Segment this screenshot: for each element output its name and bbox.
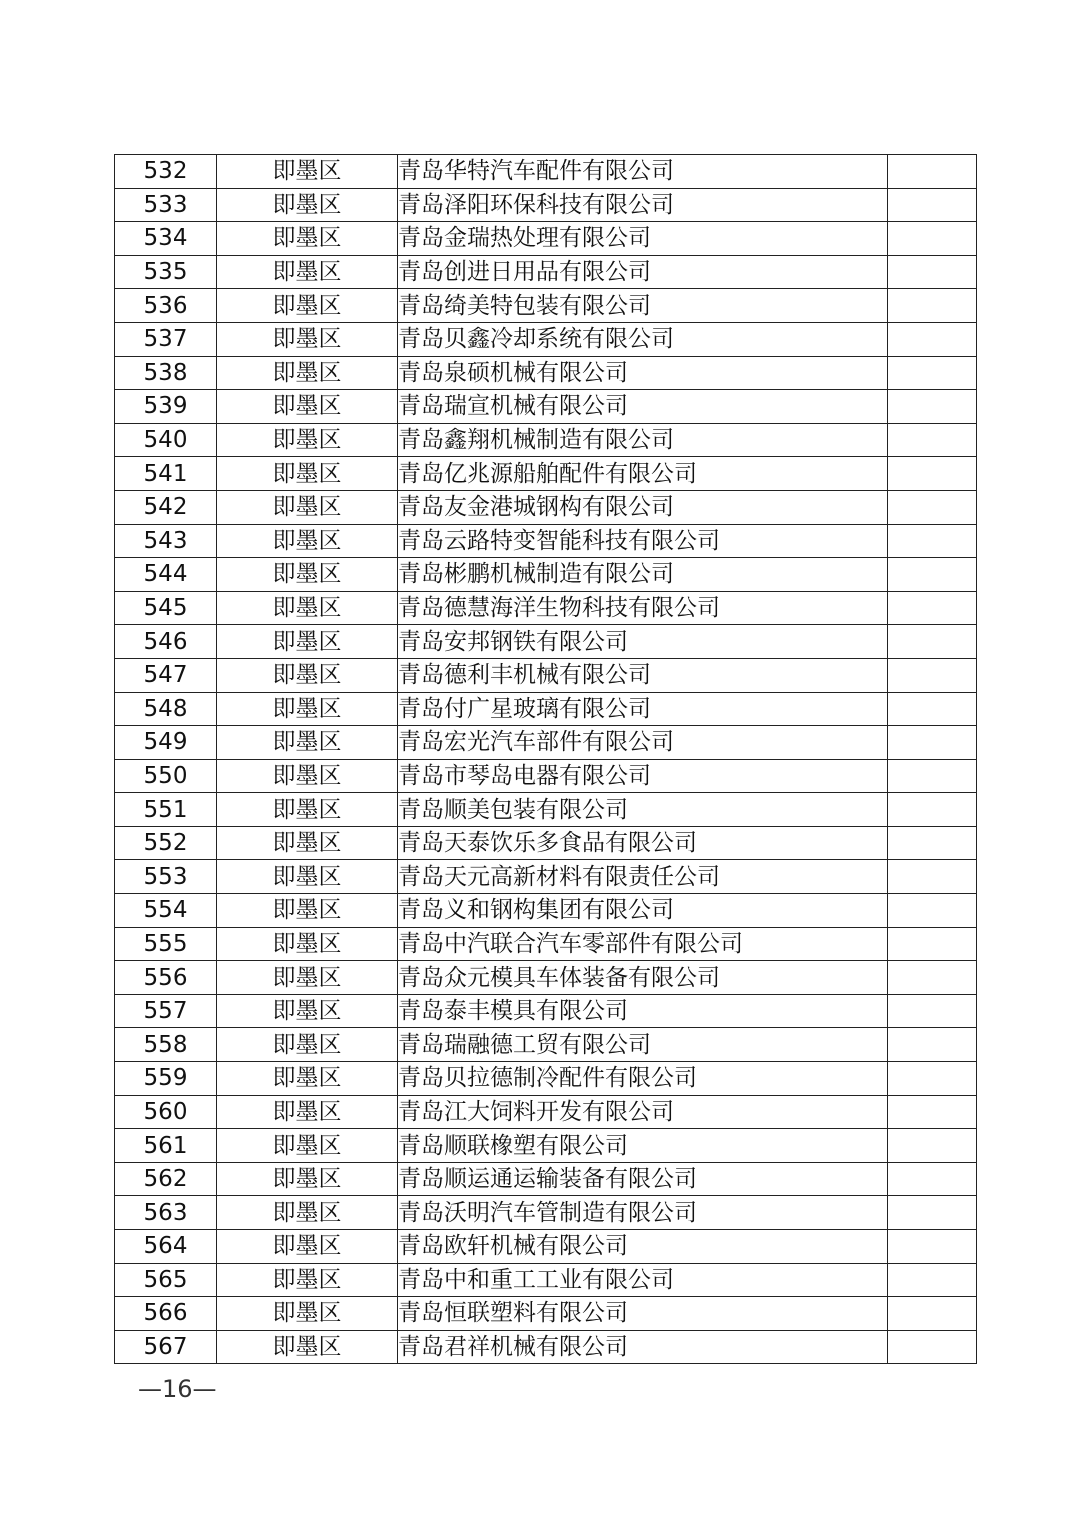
row-number-cell: 541 [115,457,217,491]
note-cell [888,860,977,894]
row-number-cell: 539 [115,390,217,424]
district-cell: 即墨区 [217,289,398,323]
table-row [115,1263,977,1297]
row-number-cell: 550 [115,759,217,793]
company-name-cell: 青岛顺联橡塑有限公司 [398,1129,888,1163]
row-number-cell: 556 [115,961,217,995]
table-row [115,658,977,692]
note-cell [888,222,977,256]
row-number-cell: 551 [115,793,217,827]
note-cell [888,322,977,356]
table-row [115,1330,977,1364]
district-cell: 即墨区 [217,994,398,1028]
district-cell: 即墨区 [217,390,398,424]
district-cell: 即墨区 [217,860,398,894]
table-row [115,423,977,457]
note-cell [888,1196,977,1230]
district-cell: 即墨区 [217,222,398,256]
table-row [115,558,977,592]
note-cell [888,961,977,995]
note-cell [888,894,977,928]
district-cell: 即墨区 [217,927,398,961]
row-number-cell: 538 [115,356,217,390]
district-cell: 即墨区 [217,1297,398,1331]
row-number-cell: 552 [115,826,217,860]
row-number-cell: 557 [115,994,217,1028]
note-cell [888,625,977,659]
district-cell: 即墨区 [217,155,398,189]
row-number-cell: 562 [115,1162,217,1196]
table-row [115,961,977,995]
note-cell [888,826,977,860]
note-cell [888,1330,977,1364]
company-name-cell: 青岛恒联塑料有限公司 [398,1297,888,1331]
company-name-cell: 青岛市琴岛电器有限公司 [398,759,888,793]
row-number-cell: 559 [115,1062,217,1096]
note-cell [888,1028,977,1062]
table-row [115,1196,977,1230]
district-cell: 即墨区 [217,961,398,995]
company-name-cell: 青岛德慧海洋生物科技有限公司 [398,591,888,625]
company-name-cell: 青岛彬鹏机械制造有限公司 [398,558,888,592]
table-row [115,860,977,894]
row-number-cell: 535 [115,255,217,289]
table-row [115,894,977,928]
company-name-cell: 青岛沃明汽车管制造有限公司 [398,1196,888,1230]
table-row [115,457,977,491]
district-cell: 即墨区 [217,558,398,592]
district-cell: 即墨区 [217,658,398,692]
district-cell: 即墨区 [217,1062,398,1096]
table-row [115,524,977,558]
row-number-cell: 545 [115,591,217,625]
table-body [115,155,977,1364]
note-cell [888,927,977,961]
table-row [115,927,977,961]
table-row [115,994,977,1028]
company-name-cell: 青岛宏光汽车部件有限公司 [398,726,888,760]
note-cell [888,726,977,760]
company-name-cell: 青岛瑞融德工贸有限公司 [398,1028,888,1062]
company-name-cell: 青岛德利丰机械有限公司 [398,658,888,692]
company-name-cell: 青岛义和钢构集团有限公司 [398,894,888,928]
district-cell: 即墨区 [217,1196,398,1230]
table-row [115,490,977,524]
table-row [115,322,977,356]
company-name-cell: 青岛云路特变智能科技有限公司 [398,524,888,558]
district-cell: 即墨区 [217,356,398,390]
district-cell: 即墨区 [217,894,398,928]
note-cell [888,524,977,558]
note-cell [888,356,977,390]
row-number-cell: 546 [115,625,217,659]
table-row [115,255,977,289]
table-row [115,591,977,625]
district-cell: 即墨区 [217,692,398,726]
table-row [115,222,977,256]
note-cell [888,994,977,1028]
company-name-cell: 青岛鑫翔机械制造有限公司 [398,423,888,457]
note-cell [888,1297,977,1331]
company-name-cell: 青岛众元模具车体装备有限公司 [398,961,888,995]
note-cell [888,1230,977,1264]
table-row [115,759,977,793]
district-cell: 即墨区 [217,726,398,760]
company-name-cell: 青岛友金港城钢构有限公司 [398,490,888,524]
row-number-cell: 532 [115,155,217,189]
company-name-cell: 青岛绮美特包装有限公司 [398,289,888,323]
company-name-cell: 青岛贝鑫冷却系统有限公司 [398,322,888,356]
company-name-cell: 青岛欧轩机械有限公司 [398,1230,888,1264]
company-name-cell: 青岛天元高新材料有限责任公司 [398,860,888,894]
table-row [115,726,977,760]
district-cell: 即墨区 [217,591,398,625]
table-row [115,1095,977,1129]
table-row [115,1028,977,1062]
row-number-cell: 560 [115,1095,217,1129]
row-number-cell: 542 [115,490,217,524]
company-name-cell: 青岛金瑞热处理有限公司 [398,222,888,256]
district-cell: 即墨区 [217,793,398,827]
company-name-cell: 青岛天泰饮乐多食品有限公司 [398,826,888,860]
row-number-cell: 555 [115,927,217,961]
table-row [115,1062,977,1096]
note-cell [888,1062,977,1096]
note-cell [888,793,977,827]
note-cell [888,423,977,457]
district-cell: 即墨区 [217,1028,398,1062]
note-cell [888,692,977,726]
company-name-cell: 青岛顺美包装有限公司 [398,793,888,827]
row-number-cell: 563 [115,1196,217,1230]
note-cell [888,155,977,189]
note-cell [888,1129,977,1163]
table-row [115,1162,977,1196]
district-cell: 即墨区 [217,457,398,491]
company-name-cell: 青岛泰丰模具有限公司 [398,994,888,1028]
row-number-cell: 543 [115,524,217,558]
table-row [115,188,977,222]
company-name-cell: 青岛江大饲料开发有限公司 [398,1095,888,1129]
note-cell [888,591,977,625]
company-name-cell: 青岛中汽联合汽车零部件有限公司 [398,927,888,961]
note-cell [888,255,977,289]
page-number: —16— [138,1375,217,1403]
company-name-cell: 青岛亿兆源船舶配件有限公司 [398,457,888,491]
row-number-cell: 564 [115,1230,217,1264]
row-number-cell: 565 [115,1263,217,1297]
note-cell [888,390,977,424]
row-number-cell: 540 [115,423,217,457]
company-list-table [114,154,977,1364]
company-name-cell: 青岛付广星玻璃有限公司 [398,692,888,726]
company-name-cell: 青岛贝拉德制冷配件有限公司 [398,1062,888,1096]
row-number-cell: 536 [115,289,217,323]
district-cell: 即墨区 [217,524,398,558]
note-cell [888,759,977,793]
district-cell: 即墨区 [217,1230,398,1264]
district-cell: 即墨区 [217,423,398,457]
row-number-cell: 553 [115,860,217,894]
district-cell: 即墨区 [217,826,398,860]
table-row [115,1297,977,1331]
row-number-cell: 537 [115,322,217,356]
table-row [115,155,977,189]
company-name-cell: 青岛瑞宣机械有限公司 [398,390,888,424]
district-cell: 即墨区 [217,188,398,222]
district-cell: 即墨区 [217,625,398,659]
district-cell: 即墨区 [217,322,398,356]
company-name-cell: 青岛君祥机械有限公司 [398,1330,888,1364]
row-number-cell: 544 [115,558,217,592]
row-number-cell: 566 [115,1297,217,1331]
table-row [115,692,977,726]
row-number-cell: 567 [115,1330,217,1364]
note-cell [888,289,977,323]
note-cell [888,490,977,524]
table-row [115,390,977,424]
table-row [115,356,977,390]
note-cell [888,558,977,592]
row-number-cell: 554 [115,894,217,928]
district-cell: 即墨区 [217,490,398,524]
district-cell: 即墨区 [217,1330,398,1364]
note-cell [888,1263,977,1297]
note-cell [888,1162,977,1196]
company-name-cell: 青岛顺运通运输装备有限公司 [398,1162,888,1196]
company-name-cell: 青岛华特汽车配件有限公司 [398,155,888,189]
district-cell: 即墨区 [217,759,398,793]
table-row [115,625,977,659]
district-cell: 即墨区 [217,1162,398,1196]
row-number-cell: 533 [115,188,217,222]
row-number-cell: 549 [115,726,217,760]
table-row [115,1230,977,1264]
company-name-cell: 青岛泉硕机械有限公司 [398,356,888,390]
table-row [115,289,977,323]
district-cell: 即墨区 [217,1095,398,1129]
company-name-cell: 青岛创进日用品有限公司 [398,255,888,289]
table-row [115,826,977,860]
company-name-cell: 青岛安邦钢铁有限公司 [398,625,888,659]
district-cell: 即墨区 [217,255,398,289]
row-number-cell: 561 [115,1129,217,1163]
note-cell [888,457,977,491]
company-name-cell: 青岛泽阳环保科技有限公司 [398,188,888,222]
row-number-cell: 547 [115,658,217,692]
company-name-cell: 青岛中和重工工业有限公司 [398,1263,888,1297]
row-number-cell: 534 [115,222,217,256]
note-cell [888,658,977,692]
table-row [115,793,977,827]
row-number-cell: 558 [115,1028,217,1062]
table-row [115,1129,977,1163]
note-cell [888,1095,977,1129]
row-number-cell: 548 [115,692,217,726]
district-cell: 即墨区 [217,1263,398,1297]
district-cell: 即墨区 [217,1129,398,1163]
note-cell [888,188,977,222]
